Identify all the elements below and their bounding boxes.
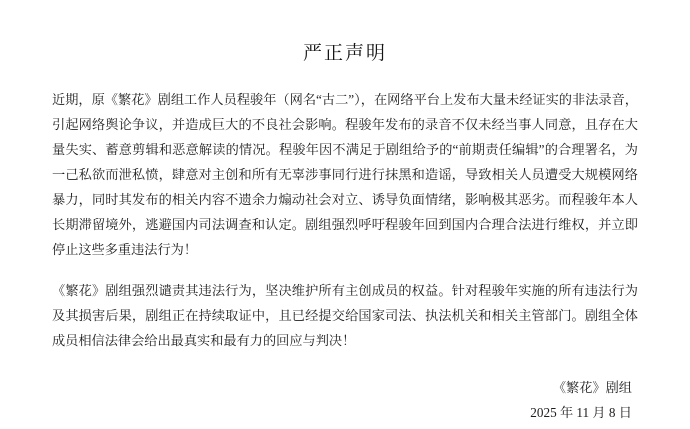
statement-paragraph-1: 近期，原《繁花》剧组工作人员程骏年（网名“古二”），在网络平台上发布大量未经证实的非法录音，引起网络舆论争议，并造成巨大的不良社会影响。程骏年发布的录音不仅未经当事人同意，且存在大量失实、蓄意剪辑和恶意解读的情况。程骏年因不满足于剧组给予的“前期责任编辑”的合理署名，为一己私欲而泄私愤，肆意对主创和所有无辜涉事同行进行抹黑和造谣，导致相关人员遭受大规模网络暴力，同时其发布的相关内容不遗余力煽动社会对立、诱导负面情绪，影响极其恶劣。而程骏年本人长期滞留境外，逃避国内司法调查和认定。剧组强烈呼吁程骏年回到国内合理合法进行维权，并立即停止这些多重违法行为！: [52, 92, 638, 257]
page-title: 严正声明: [302, 43, 387, 64]
signature-date: 2025 年 11 月 8 日: [530, 405, 632, 420]
statement-paragraph-2: 《繁花》剧组强烈谴责其违法行为，坚决维护所有主创成员的权益。针对程骏年实施的所有违法行为及其损害后果，剧组正在持续取证中，且已经提交给国家司法、执法机关和相关主管部门。剧组全体成员相信法律会给出最真实和最有力的回应与判决！: [52, 283, 638, 348]
signature-block: [52, 375, 638, 425]
signature-name: 《繁花》剧组: [552, 380, 632, 395]
